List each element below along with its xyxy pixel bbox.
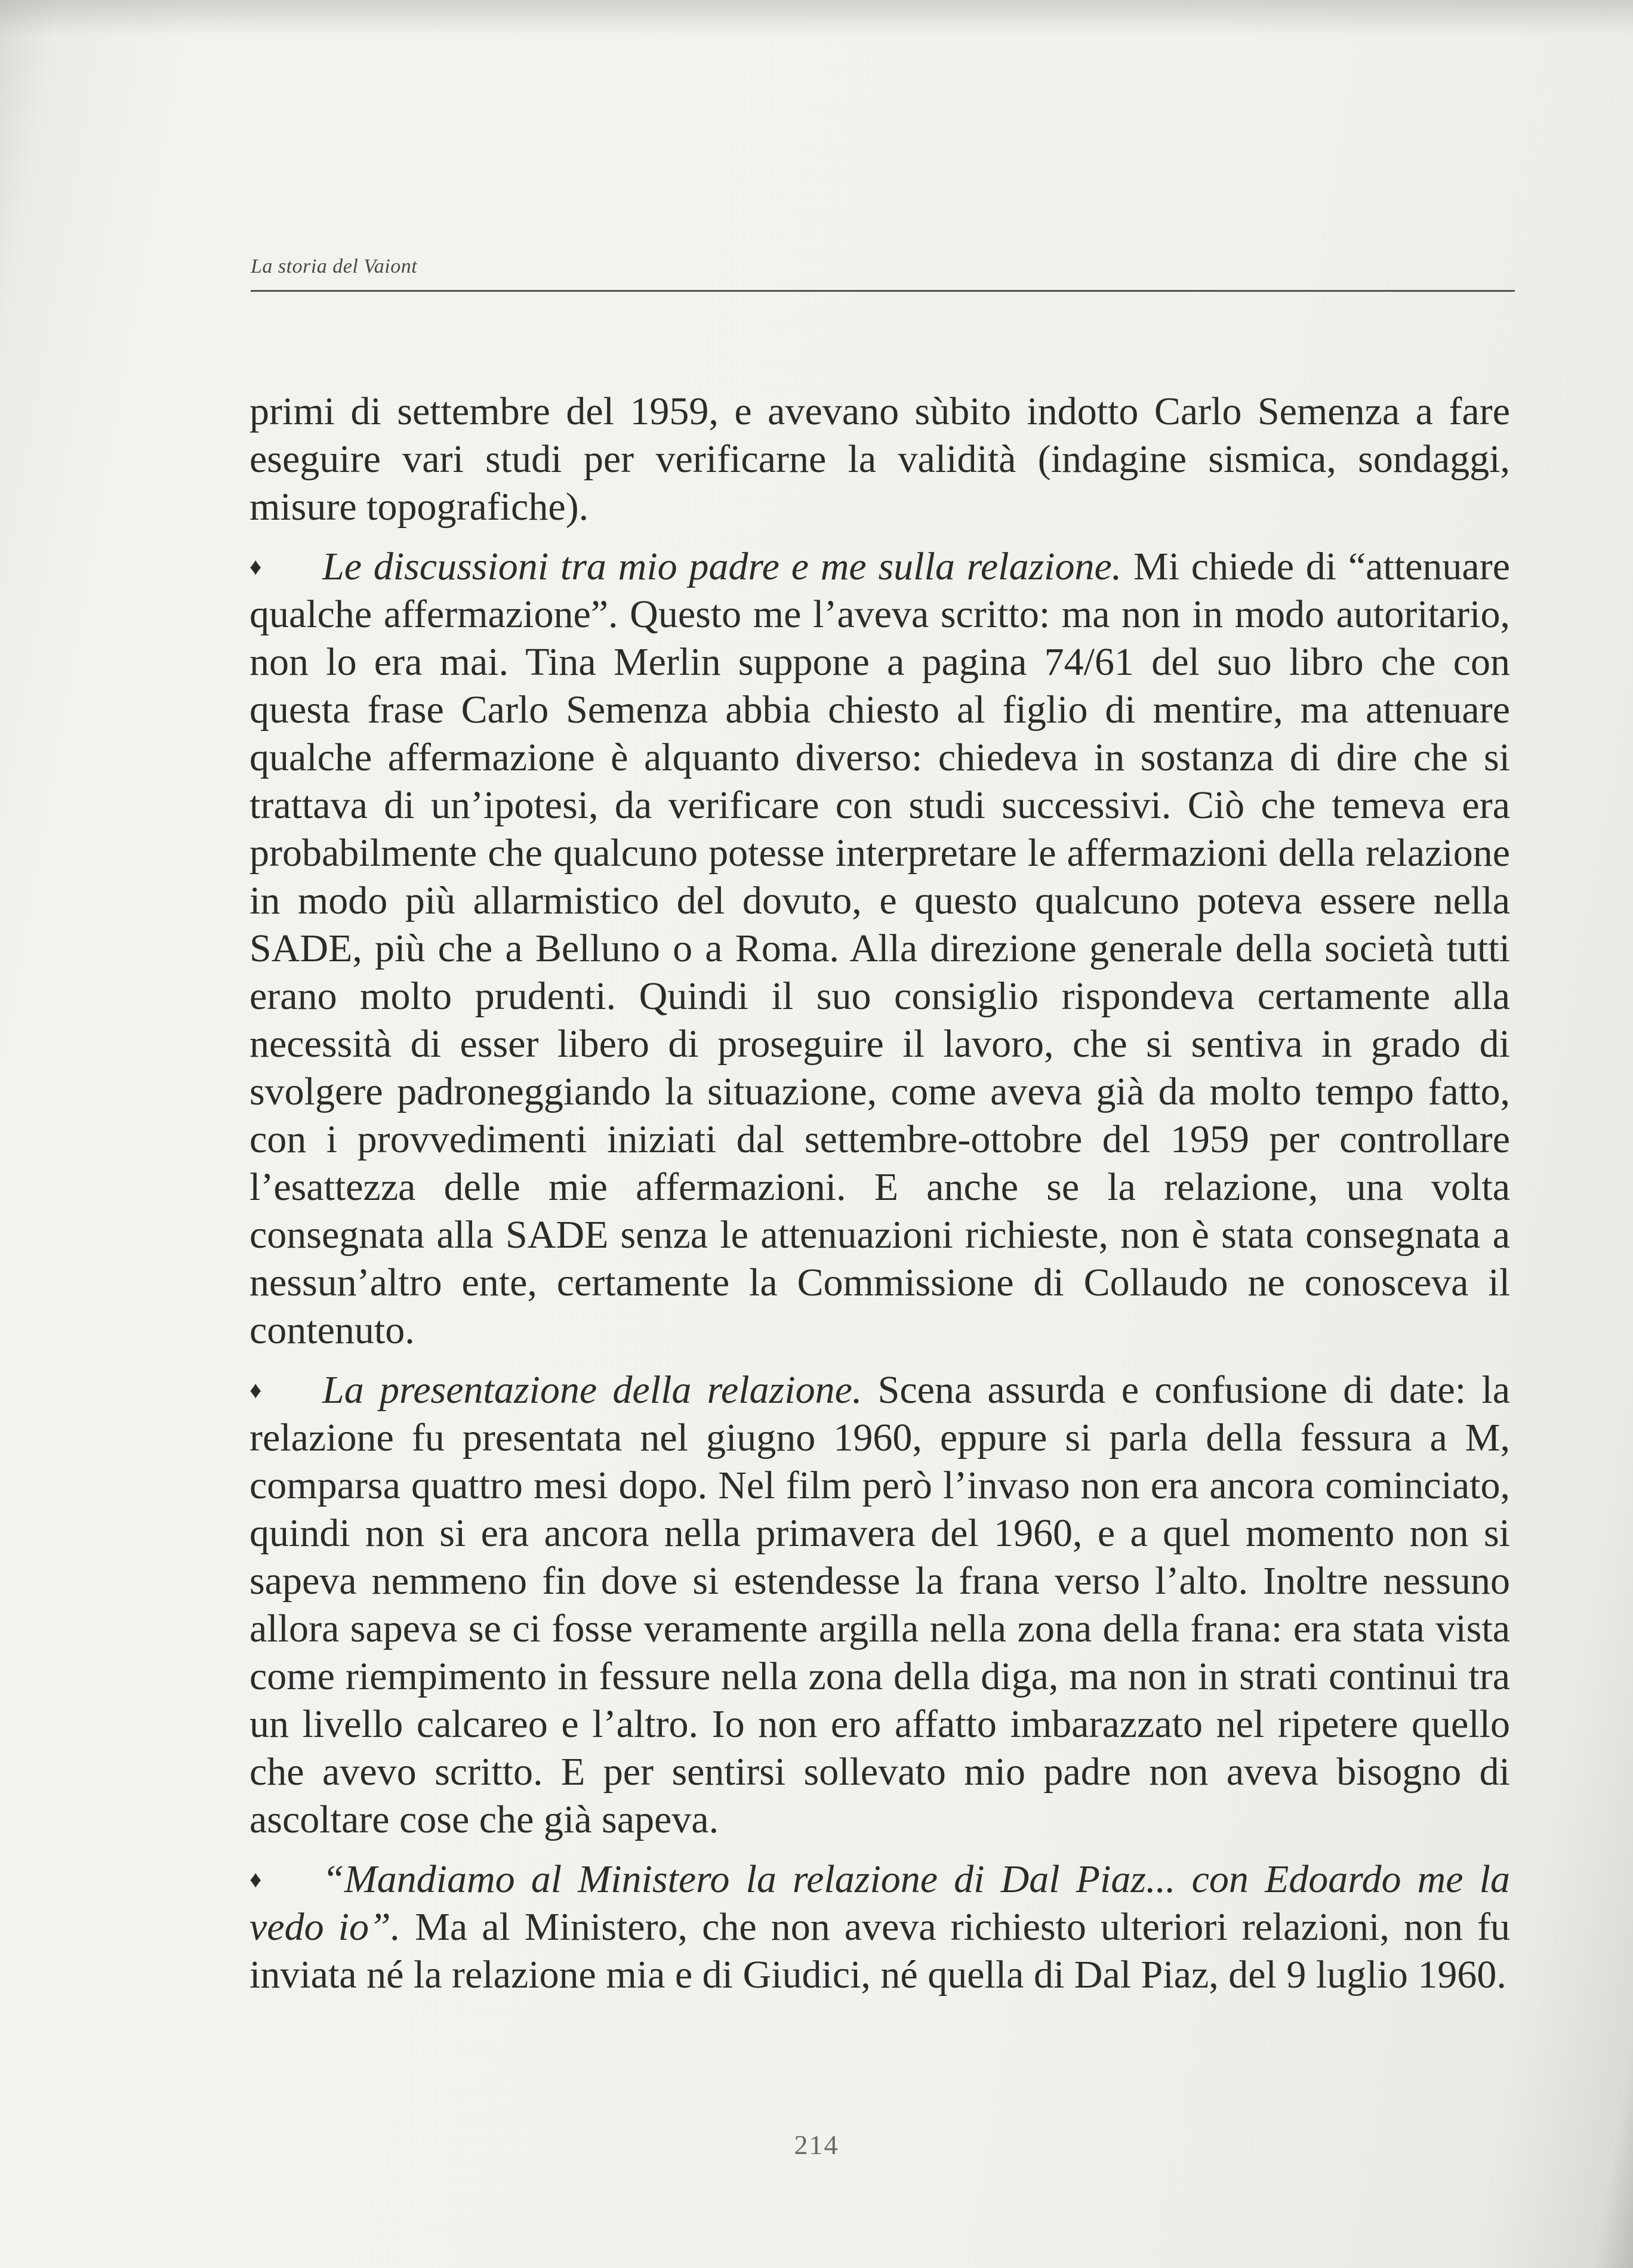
header-rule — [251, 290, 1515, 292]
paragraph-discussioni — [249, 543, 1510, 1354]
paragraph-lead-italic: “Mandiamo al Ministero la relazione di Dal Piaz... con Edoardo me la vedo io”. — [249, 1857, 1510, 1949]
running-head-title: La storia del Vaiont — [251, 255, 418, 277]
paragraph-text: Ma al Ministero, che non aveva richiesto ulteriori relazioni, non fu inviata né la relazione mia e di Giudici, né quella di Dal Piaz, del 9 luglio 1960. — [249, 1905, 1510, 1997]
paragraph-text: Mi chiede di “attenuare qualche affermazione”. Questo me l’aveva scritto: ma non in modo autoritario, non lo era mai. Tina Merlin suppone a pagina 74/61 del suo libro che con questa frase Carlo Semenza abbia chiesto al figlio di mentire, ma attenuare qualche affermazione è alquanto diverso: chiedeva in sostanza di dire che si trattava di un’ipotesi, da verificare con studi successivi. Ciò che temeva era probabilmente che qualcuno potesse interpretare le affermazioni della relazione in modo più allarmistico del dovuto, e questo qualcuno poteva essere nella SADE, più che a Belluno o a Roma. Alla direzione generale della società tutti erano molto prudenti. Quindi il suo consiglio rispondeva certamente alla necessità di esser libero di proseguire il lavoro, che si sentiva in grado di svolgere padroneggiando la situazione, come aveva già da molto tempo fatto, con i provvedimenti iniziati dal settembre-ottobre del 1959 per controllare l’esattezza delle mie affermazioni. E anche se la relazione, una volta consegnata alla SADE senza le attenuazioni richieste, non è stata consegnata a nessun’altro ente, certamente la Commissione di Collaudo ne conosceva il contenuto. — [249, 545, 1510, 1352]
page-edge-shadow — [0, 0, 1633, 36]
page-number: 214 — [794, 2130, 839, 2160]
paragraph-ministero — [249, 1856, 1510, 1999]
paragraph-lead-italic: Le discussioni tra mio padre e me sulla relazione. — [322, 545, 1122, 588]
paragraph-continuation — [249, 388, 1510, 531]
paragraph-presentazione — [249, 1366, 1510, 1844]
diamond-bullet-icon: ♦ — [249, 1866, 262, 1893]
diamond-bullet-icon: ♦ — [249, 553, 262, 580]
paragraph-text: Scena assurda e confusione di date: la relazione fu presentata nel giugno 1960, eppure si parla della fessura a M, comparsa quattro mesi dopo. Nel film però l’invaso non era ancora cominciato, quindi non si era ancora nella primavera del 1960, e a quel momento non si sapeva nemmeno fin dove si estendesse la frana verso l’alto. Inoltre nessuno allora sapeva se ci fosse veramente argilla nella zona della frana: era stata vista come riempimento in fessure nella zona della diga, ma non in strati continui tra un livello calcareo e l’altro. Io non ero affatto imbarazzato nel ripetere quello che avevo scritto. E per sentirsi sollevato mio padre non aveva bisogno di ascoltare cose che già sapeva. — [249, 1368, 1511, 1841]
diamond-bullet-icon: ♦ — [249, 1377, 262, 1403]
paragraph-text: primi di settembre del 1959, e avevano sùbito indotto Carlo Semenza a fare eseguire vari studi per verificarne la validità (indagine sismica, sondaggi, misure topografiche). — [249, 390, 1510, 529]
paragraph-lead-italic: La presentazione della relazione. — [322, 1368, 862, 1412]
body-text — [249, 388, 1510, 2011]
